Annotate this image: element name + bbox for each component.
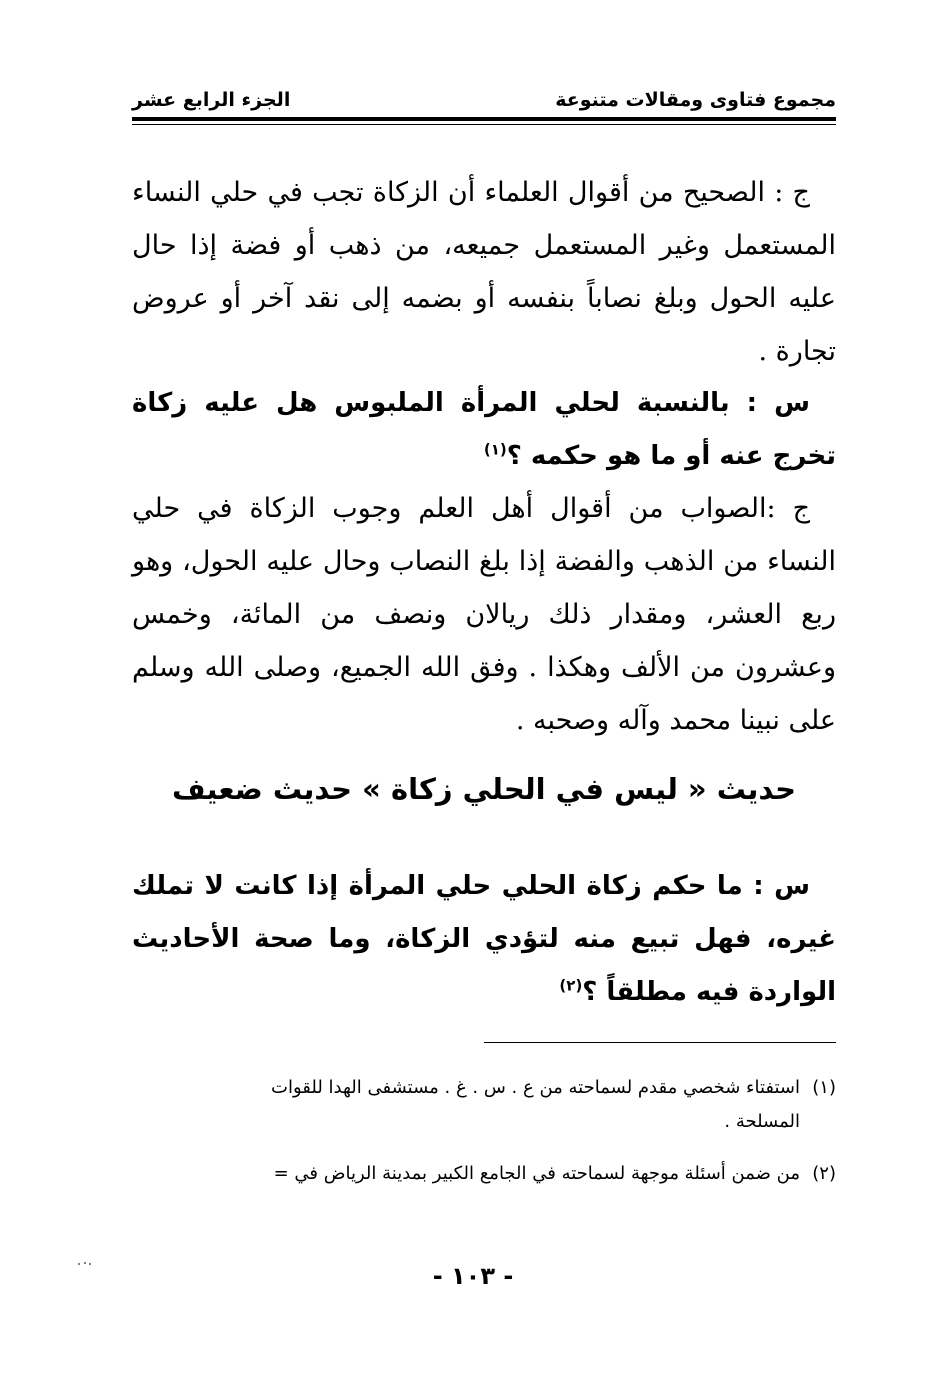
running-header bbox=[132, 86, 836, 114]
footnote-text: من ضمن أسئلة موجهة لسماحته في الجامع الكبير بمدينة الرياض في = bbox=[273, 1163, 800, 1184]
question-paragraph-2 bbox=[132, 377, 836, 483]
footnote-number: (١) bbox=[812, 1077, 836, 1098]
footnote-ref-1[interactable]: (١) bbox=[483, 440, 507, 459]
page-number: - ١٠٣ - bbox=[432, 1262, 514, 1290]
footnote-text-continued: المسلحة . bbox=[724, 1111, 800, 1132]
footnote-ref-2[interactable]: (٢) bbox=[559, 976, 583, 995]
header-rule bbox=[132, 117, 836, 125]
book-title: مجموع فتاوى ومقالات متنوعة bbox=[555, 89, 836, 111]
footnote-number: (٢) bbox=[812, 1163, 836, 1184]
footnote-separator bbox=[484, 1042, 836, 1043]
answer-1-text: ج : الصحيح من أقوال العلماء أن الزكاة تجب في حلي النساء المستعمل وغير المستعمل جميعه، من ذهب أو فضة إذا حال عليه الحول وبلغ نصاباً بنفسه أو بضمه إلى نقد آخر أو عروض تجارة . bbox=[132, 177, 836, 367]
question-2-text: س : بالنسبة لحلي المرأة الملبوس هل عليه زكاة تخرج عنه أو ما هو حكمه ؟ bbox=[132, 388, 836, 471]
footnote-1 bbox=[132, 1071, 836, 1139]
answer-paragraph-2 bbox=[132, 482, 836, 747]
answer-2-text: ج :الصواب من أقوال أهل العلم وجوب الزكاة في حلي النساء من الذهب والفضة إذا بلغ النصاب وحال عليه الحول، وهو ربع العشر، ومقدار ذلك ريالان ونصف من المائة، وخمس وعشرون من الألف وهكذا . وفق الله الجميع، وصلى الله وسلم على نبينا محمد وآله وصحبه . bbox=[132, 493, 836, 736]
section-heading: حديث « ليس في الحلي زكاة » حديث ضعيف bbox=[171, 772, 796, 806]
question-paragraph-3 bbox=[132, 860, 836, 1019]
answer-paragraph-1 bbox=[132, 166, 836, 378]
footnote-text: استفتاء شخصي مقدم لسماحته من ع . س . غ . مستشفى الهدا للقوات bbox=[271, 1077, 800, 1098]
question-3-text: س : ما حكم زكاة الحلي حلي المرأة إذا كانت لا تملك غيره، فهل تبيع منه لتؤدي الزكاة، وما صحة الأحاديث الواردة فيه مطلقاً ؟ bbox=[132, 871, 836, 1007]
volume-label: الجزء الرابع عشر bbox=[132, 89, 291, 111]
footnote-2 bbox=[132, 1157, 836, 1191]
